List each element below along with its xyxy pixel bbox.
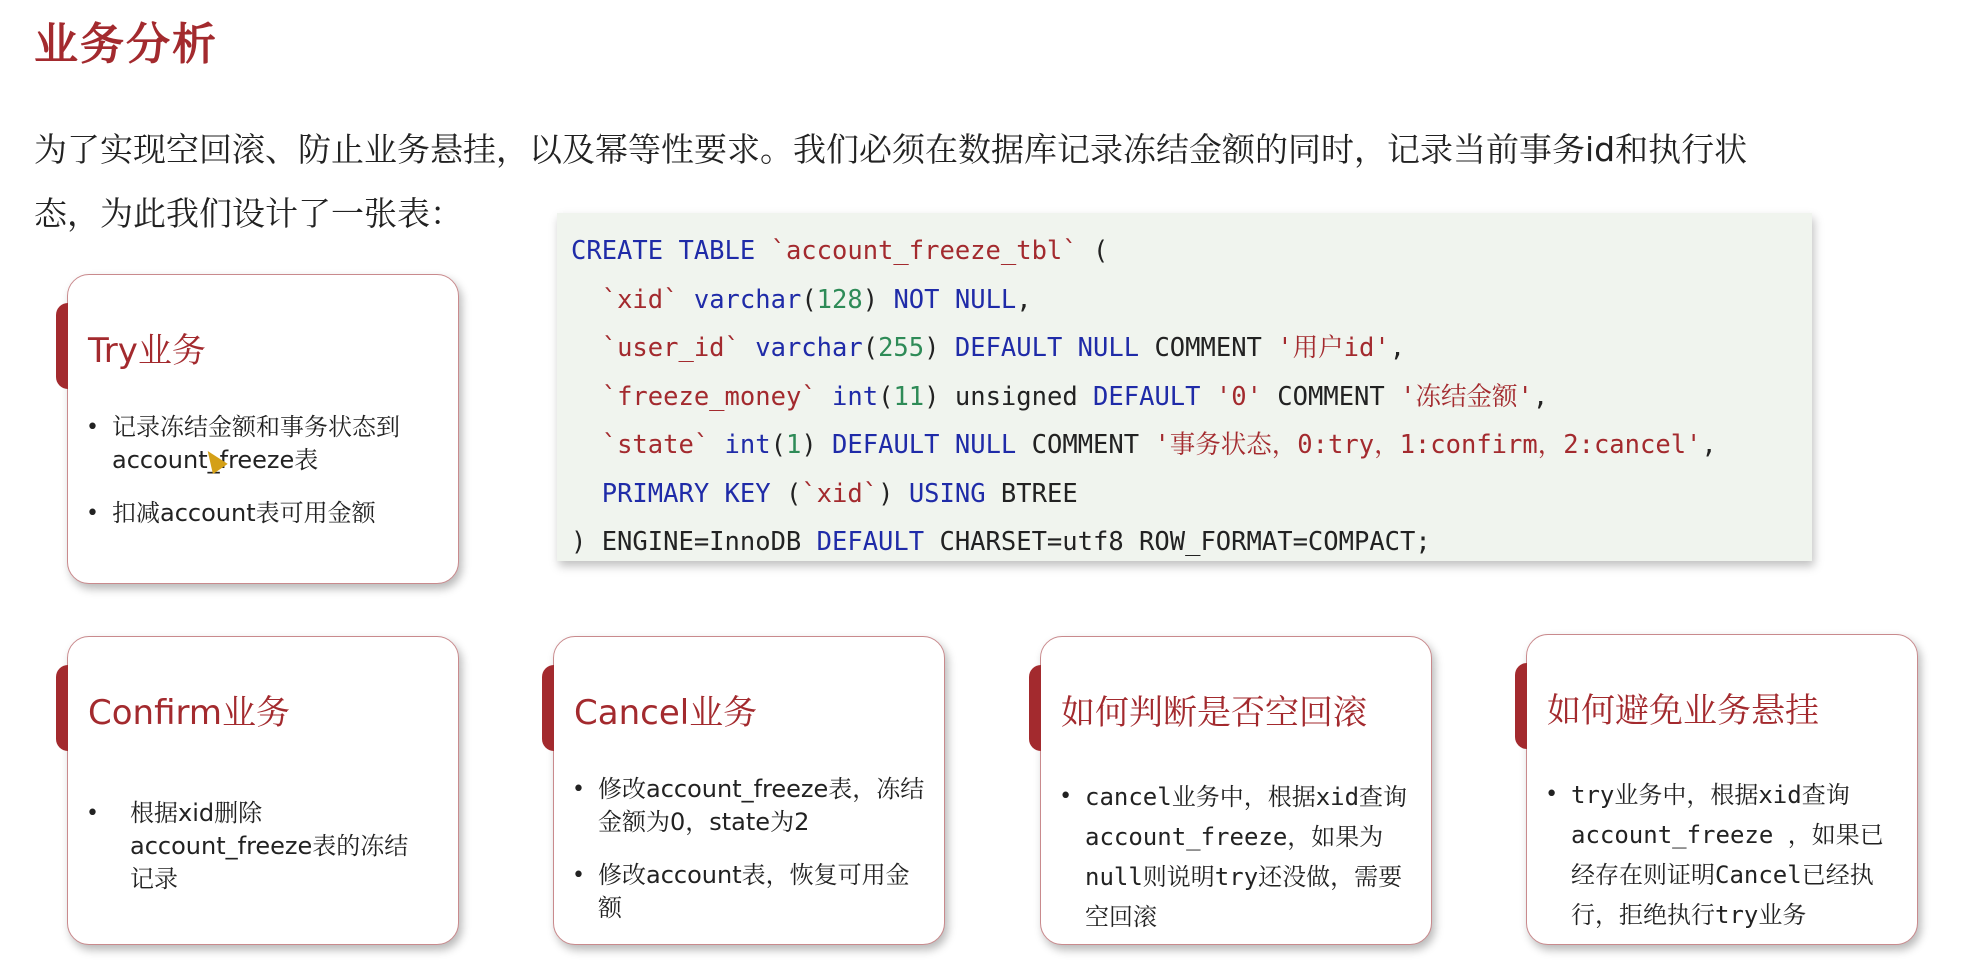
code-token: BTREE bbox=[985, 478, 1078, 509]
code-token: 128 bbox=[816, 284, 863, 315]
cancel-card-title: Cancel业务 bbox=[574, 693, 758, 733]
code-token: , bbox=[1532, 381, 1549, 412]
code-token: CREATE TABLE bbox=[571, 236, 771, 266]
code-token: varchar bbox=[755, 333, 863, 363]
code-token: '冻结金额' bbox=[1400, 381, 1533, 412]
hanging-card bbox=[1526, 634, 1918, 945]
empty-rollback-card-title: 如何判断是否空回滚 bbox=[1061, 693, 1367, 733]
try-card bbox=[67, 274, 459, 584]
code-token: ) bbox=[862, 284, 894, 315]
list-item: • 扣减account表可用金额 bbox=[82, 497, 452, 530]
code-token: `xid` bbox=[801, 478, 879, 509]
code-token: DEFAULT NULL bbox=[832, 430, 1017, 460]
code-token: '用户id' bbox=[1277, 333, 1390, 363]
empty-rollback-card bbox=[1040, 636, 1432, 945]
code-token: `state` bbox=[601, 430, 710, 460]
code-token: ) bbox=[801, 430, 833, 460]
intro-line-2: 态，为此我们设计了一张表： bbox=[34, 194, 463, 233]
code-token: ( bbox=[862, 333, 879, 363]
hanging-card-list bbox=[1541, 775, 1901, 955]
code-token: COMMENT bbox=[1261, 381, 1401, 412]
card-accent bbox=[56, 665, 68, 751]
code-token: USING bbox=[908, 478, 986, 509]
code-line bbox=[571, 518, 1717, 567]
code-line bbox=[571, 421, 1717, 470]
list-item: • 修改account_freeze表，冻结金额为0，state为2 bbox=[568, 773, 928, 839]
cancel-card bbox=[553, 636, 945, 945]
list-item: • try业务中，根据xid查询account_freeze ，如果已经存在则证明Cancel已经执行，拒绝执行try业务 bbox=[1541, 775, 1901, 935]
code-token bbox=[571, 333, 602, 363]
code-token: 1 bbox=[785, 430, 802, 460]
code-token: 11 bbox=[893, 381, 925, 412]
code-token: ( bbox=[1077, 236, 1109, 266]
cancel-card-list bbox=[568, 773, 928, 945]
code-token: 255 bbox=[878, 333, 925, 363]
code-token bbox=[709, 430, 724, 460]
code-token: ) bbox=[878, 478, 909, 509]
code-token bbox=[571, 479, 602, 509]
code-token: int bbox=[832, 381, 879, 412]
page-title: 业务分析 bbox=[34, 19, 218, 70]
hanging-card-title: 如何避免业务悬挂 bbox=[1547, 691, 1819, 731]
code-token bbox=[571, 285, 602, 315]
code-line bbox=[571, 276, 1717, 325]
code-token: ( bbox=[878, 381, 894, 412]
list-item: • 记录冻结金额和事务状态到account_freeze表 bbox=[82, 411, 452, 477]
card-accent bbox=[1515, 663, 1527, 749]
code-token: `freeze_money` bbox=[601, 381, 817, 412]
code-token: DEFAULT NULL bbox=[954, 333, 1140, 363]
card-accent bbox=[1029, 665, 1041, 751]
code-token: varchar bbox=[693, 284, 802, 315]
code-token: CHARSET=utf8 ROW_FORMAT=COMPACT; bbox=[924, 527, 1431, 557]
code-token: , bbox=[1016, 284, 1032, 315]
code-token: PRIMARY KEY bbox=[601, 478, 771, 509]
code-token: `xid` bbox=[601, 284, 679, 315]
code-line bbox=[571, 470, 1717, 519]
code-token: , bbox=[1389, 333, 1406, 363]
code-token: int bbox=[724, 430, 771, 460]
confirm-card bbox=[67, 636, 459, 945]
code-token bbox=[740, 333, 755, 363]
try-card-title: Try业务 bbox=[88, 331, 206, 371]
confirm-card-list bbox=[82, 797, 422, 916]
confirm-card-title: Confirm业务 bbox=[88, 693, 291, 733]
code-token: , bbox=[1701, 430, 1717, 460]
card-accent bbox=[56, 303, 68, 389]
code-token: `account_freeze_tbl` bbox=[770, 236, 1078, 266]
code-token: COMMENT bbox=[1139, 333, 1278, 363]
sql-code-block bbox=[557, 213, 1812, 561]
empty-rollback-card-list bbox=[1055, 777, 1411, 957]
card-accent bbox=[542, 665, 554, 751]
code-token bbox=[571, 382, 602, 412]
code-token: ( bbox=[770, 430, 786, 460]
code-line bbox=[571, 373, 1717, 422]
code-token: ) bbox=[924, 333, 955, 363]
code-token: '事务状态，0:try，1:confirm，2:cancel' bbox=[1154, 430, 1702, 460]
intro-line-1: 为了实现空回滚、防止业务悬挂，以及幂等性要求。我们必须在数据库记录冻结金额的同时，记录当前事务id和执行状 bbox=[34, 130, 1748, 169]
code-token: '0' bbox=[1215, 381, 1262, 412]
code-token bbox=[817, 382, 832, 412]
code-token: COMMENT bbox=[1016, 430, 1155, 460]
code-token: ) unsigned bbox=[924, 381, 1094, 412]
code-token: `user_id` bbox=[601, 333, 740, 363]
code-token: NOT NULL bbox=[893, 284, 1017, 315]
code-token bbox=[1201, 382, 1216, 412]
code-token bbox=[678, 285, 693, 315]
try-card-list bbox=[82, 411, 452, 550]
code-token bbox=[571, 430, 602, 460]
code-token: ) ENGINE=InnoDB bbox=[571, 527, 817, 557]
code-line bbox=[571, 324, 1717, 373]
list-item: • 修改account表，恢复可用金额 bbox=[568, 859, 928, 925]
list-item: • 根据xid删除account_freeze表的冻结记录 bbox=[82, 797, 422, 896]
code-line bbox=[571, 227, 1717, 276]
code-token: DEFAULT bbox=[1093, 381, 1201, 412]
sql-code bbox=[571, 227, 1717, 567]
code-token: ( bbox=[770, 478, 802, 509]
code-token: DEFAULT bbox=[816, 527, 925, 557]
list-item: • cancel业务中，根据xid查询account_freeze，如果为null则说明try还没做，需要空回滚 bbox=[1055, 777, 1411, 937]
code-token: ( bbox=[801, 284, 817, 315]
